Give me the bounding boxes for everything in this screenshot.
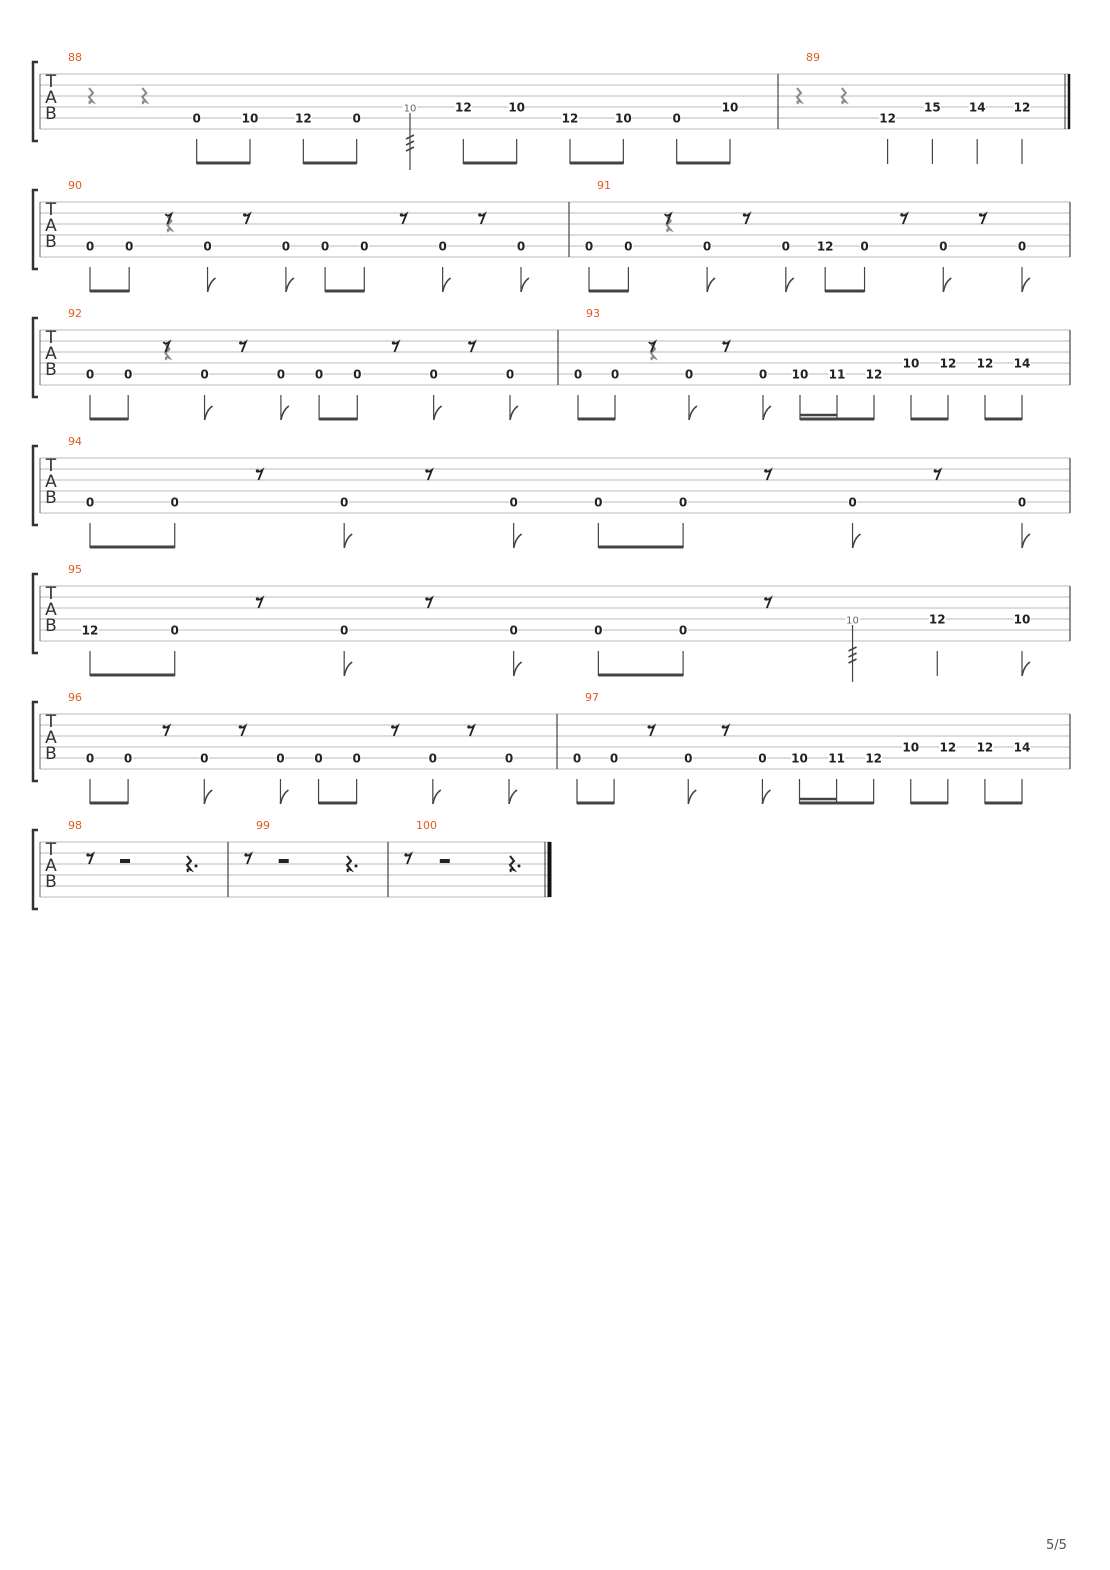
measure-number: 95 <box>68 563 82 576</box>
page-number: 5/5 <box>1046 1538 1067 1553</box>
eighth-rest-dot <box>256 597 259 600</box>
eighth-rest-dot <box>722 725 725 728</box>
tab-clef-letter: T <box>45 584 57 604</box>
note-flag <box>205 406 213 420</box>
note-flag <box>853 534 861 548</box>
fret-number: 0 <box>428 751 437 766</box>
eighth-rest-dot <box>163 725 166 728</box>
eighth-rest-dot <box>243 213 246 216</box>
tab-clef-letter: T <box>45 712 57 732</box>
eighth-rest-dot <box>764 469 767 472</box>
fret-number: 0 <box>124 367 133 382</box>
fret-number: 0 <box>584 239 594 254</box>
note-flag <box>280 790 288 804</box>
measure-number: 91 <box>597 179 611 192</box>
note-flag <box>208 278 216 292</box>
fret-number: 0 <box>516 239 526 254</box>
note-flag <box>943 278 951 292</box>
fret-number: 0 <box>314 367 324 382</box>
note-flag <box>286 278 294 292</box>
fret-number: 0 <box>848 495 857 510</box>
measure-number: 90 <box>68 179 82 192</box>
tab-clef-letter: T <box>45 456 57 476</box>
measure-number: 92 <box>68 307 82 320</box>
eighth-rest-dot <box>478 213 481 216</box>
fret-number: 14 <box>1013 356 1031 371</box>
fret-number: 12 <box>879 111 896 126</box>
eighth-rest-dot <box>722 341 725 344</box>
eighth-rest-dot <box>425 597 428 600</box>
fret-number: 12 <box>976 740 994 755</box>
half-rest <box>279 859 289 863</box>
fret-number: 12 <box>816 239 834 254</box>
fret-number: 0 <box>860 239 869 254</box>
eighth-rest-dot <box>86 853 89 856</box>
tab-clef-letter: T <box>45 840 57 860</box>
tab-clef-letter: A <box>45 856 57 876</box>
fret-number: 0 <box>678 623 688 638</box>
fret-number: 0 <box>340 623 349 638</box>
note-flag <box>514 662 522 676</box>
eighth-rest-dot <box>239 725 242 728</box>
measure-number: 89 <box>806 51 820 64</box>
tab-clef-letter: T <box>45 72 57 92</box>
fret-number: 12 <box>1013 100 1031 115</box>
note-flag <box>763 406 771 420</box>
fret-number: 0 <box>429 367 438 382</box>
fret-number: 0 <box>85 751 95 766</box>
eighth-rest-dot <box>404 853 407 856</box>
fret-number: 0 <box>572 751 582 766</box>
note-flag <box>1022 278 1030 292</box>
eighth-rest-dot <box>392 341 395 344</box>
fret-number: 10 <box>721 100 739 115</box>
note-flag <box>786 278 794 292</box>
fret-number: 10 <box>902 740 920 755</box>
system-6 <box>33 691 1070 804</box>
measure-number: 94 <box>68 435 82 448</box>
fret-number: 0 <box>276 367 286 382</box>
fret-number: 0 <box>276 751 285 766</box>
tab-clef-letter: B <box>45 488 57 508</box>
fret-number: 10 <box>614 111 632 126</box>
fret-number: 11 <box>828 751 845 766</box>
note-flag <box>510 406 518 420</box>
tab-clef-letter: A <box>45 728 57 748</box>
fret-number: 0 <box>125 239 134 254</box>
tab-clef-letter: A <box>45 216 57 236</box>
half-rest <box>440 859 450 863</box>
note-flag <box>521 278 529 292</box>
eighth-rest-dot <box>900 213 903 216</box>
measure-number: 98 <box>68 819 82 832</box>
fret-number: 0 <box>702 239 712 254</box>
tab-clef-letter: A <box>45 344 57 364</box>
tab-clef-letter: B <box>45 232 57 252</box>
system-bracket <box>33 62 38 141</box>
tab-clef-letter: B <box>45 616 57 636</box>
note-flag <box>688 790 696 804</box>
note-flag <box>1022 662 1030 676</box>
system-bracket <box>33 318 38 397</box>
fret-number: 0 <box>1017 495 1027 510</box>
eighth-rest-dot <box>239 341 242 344</box>
fret-number: 12 <box>81 623 99 638</box>
eighth-rest-dot <box>934 469 937 472</box>
eighth-rest-dot <box>391 725 394 728</box>
note-flag <box>689 406 697 420</box>
note-flag <box>434 406 442 420</box>
fret-number: 0 <box>684 751 693 766</box>
fret-number: 0 <box>352 111 361 126</box>
fret-number: 0 <box>509 623 518 638</box>
system-5 <box>33 563 1070 682</box>
fret-number: 11 <box>828 367 846 382</box>
fret-number: 10 <box>791 751 808 766</box>
measure-number: 99 <box>256 819 270 832</box>
fret-number: 0 <box>758 367 768 382</box>
tab-clef-letter: B <box>45 744 57 764</box>
fret-number: 0 <box>758 751 767 766</box>
fret-number: 0 <box>939 239 948 254</box>
fret-number: 10 <box>403 103 417 115</box>
fret-number: 12 <box>939 356 957 371</box>
system-3 <box>33 307 1070 420</box>
fret-number: 0 <box>360 239 369 254</box>
fret-number: 0 <box>170 495 179 510</box>
measure-number: 100 <box>416 819 437 832</box>
note-flag <box>509 790 517 804</box>
system-bracket <box>33 446 38 525</box>
fret-number: 0 <box>573 367 583 382</box>
fret-number: 10 <box>791 367 809 382</box>
fret-number: 10 <box>846 615 859 627</box>
eighth-rest-dot <box>468 341 471 344</box>
system-bracket <box>33 574 38 653</box>
note-flag <box>762 790 770 804</box>
fret-number: 12 <box>939 740 957 755</box>
note-flag <box>281 406 289 420</box>
fret-number: 14 <box>968 100 986 115</box>
fret-number: 12 <box>976 356 994 371</box>
eighth-rest-dot <box>764 597 767 600</box>
tab-clef-letter: T <box>45 200 57 220</box>
fret-number: 0 <box>509 495 518 510</box>
fret-number: 10 <box>241 111 259 126</box>
note-flag <box>514 534 522 548</box>
eighth-rest-dot <box>400 213 403 216</box>
eighth-rest-dot <box>256 469 259 472</box>
note-flag <box>443 278 451 292</box>
measure-number: 97 <box>585 691 599 704</box>
dot <box>518 865 521 868</box>
tab-clef-letter: A <box>45 600 57 620</box>
dot <box>195 865 198 868</box>
note-flag <box>707 278 715 292</box>
system-bracket <box>33 830 38 909</box>
fret-number: 12 <box>865 367 883 382</box>
fret-number: 10 <box>902 356 920 371</box>
fret-number: 0 <box>609 751 619 766</box>
measure-number: 93 <box>586 307 600 320</box>
fret-number: 0 <box>281 239 291 254</box>
fret-number: 0 <box>624 239 633 254</box>
eighth-rest-dot <box>648 725 651 728</box>
eighth-rest-dot <box>425 469 428 472</box>
system-7 <box>33 819 551 909</box>
fret-number: 0 <box>352 751 361 766</box>
fret-number: 0 <box>200 751 209 766</box>
fret-number: 10 <box>508 100 526 115</box>
fret-number: 12 <box>928 612 946 627</box>
fret-number: 14 <box>1013 740 1031 755</box>
eighth-rest-dot <box>244 853 247 856</box>
system-2 <box>33 179 1070 292</box>
fret-number: 0 <box>438 239 447 254</box>
system-bracket <box>33 702 38 781</box>
fret-number: 0 <box>672 111 681 126</box>
fret-number: 0 <box>781 239 790 254</box>
tab-clef-letter: B <box>45 872 57 892</box>
fret-number: 0 <box>504 751 514 766</box>
fret-number: 0 <box>320 239 330 254</box>
measure-number: 96 <box>68 691 82 704</box>
tab-clef-letter: B <box>45 360 57 380</box>
tab-clef-letter: B <box>45 104 57 124</box>
fret-number: 0 <box>203 239 212 254</box>
dot <box>355 865 358 868</box>
eighth-rest-dot <box>743 213 746 216</box>
fret-number: 0 <box>314 751 323 766</box>
note-flag <box>1022 534 1030 548</box>
fret-number: 12 <box>561 111 579 126</box>
system-4 <box>33 435 1070 548</box>
fret-number: 0 <box>594 623 603 638</box>
fret-number: 0 <box>85 495 95 510</box>
fret-number: 12 <box>454 100 472 115</box>
fret-number: 0 <box>610 367 620 382</box>
fret-number: 0 <box>594 495 603 510</box>
note-flag <box>204 790 212 804</box>
tab-clef-letter: A <box>45 472 57 492</box>
fret-number: 0 <box>200 367 209 382</box>
tab-clef-letter: A <box>45 88 57 108</box>
fret-number: 0 <box>353 367 362 382</box>
fret-number: 12 <box>294 111 312 126</box>
system-1 <box>33 51 1070 170</box>
note-flag <box>344 662 352 676</box>
fret-number: 15 <box>924 100 941 115</box>
fret-number: 0 <box>505 367 515 382</box>
fret-number: 0 <box>123 751 133 766</box>
fret-number: 0 <box>678 495 688 510</box>
tab-clef-letter: T <box>45 328 57 348</box>
fret-number: 0 <box>340 495 349 510</box>
fret-number: 12 <box>865 751 883 766</box>
measure-number: 88 <box>68 51 82 64</box>
fret-number: 0 <box>85 367 95 382</box>
eighth-rest-dot <box>979 213 982 216</box>
half-rest <box>120 859 130 863</box>
fret-number: 10 <box>1013 612 1031 627</box>
fret-number: 0 <box>1017 239 1027 254</box>
note-flag <box>433 790 441 804</box>
eighth-rest-dot <box>467 725 470 728</box>
system-bracket <box>33 190 38 269</box>
fret-number: 0 <box>192 111 201 126</box>
fret-number: 0 <box>684 367 694 382</box>
fret-number: 0 <box>85 239 95 254</box>
fret-number: 0 <box>170 623 179 638</box>
note-flag <box>344 534 352 548</box>
